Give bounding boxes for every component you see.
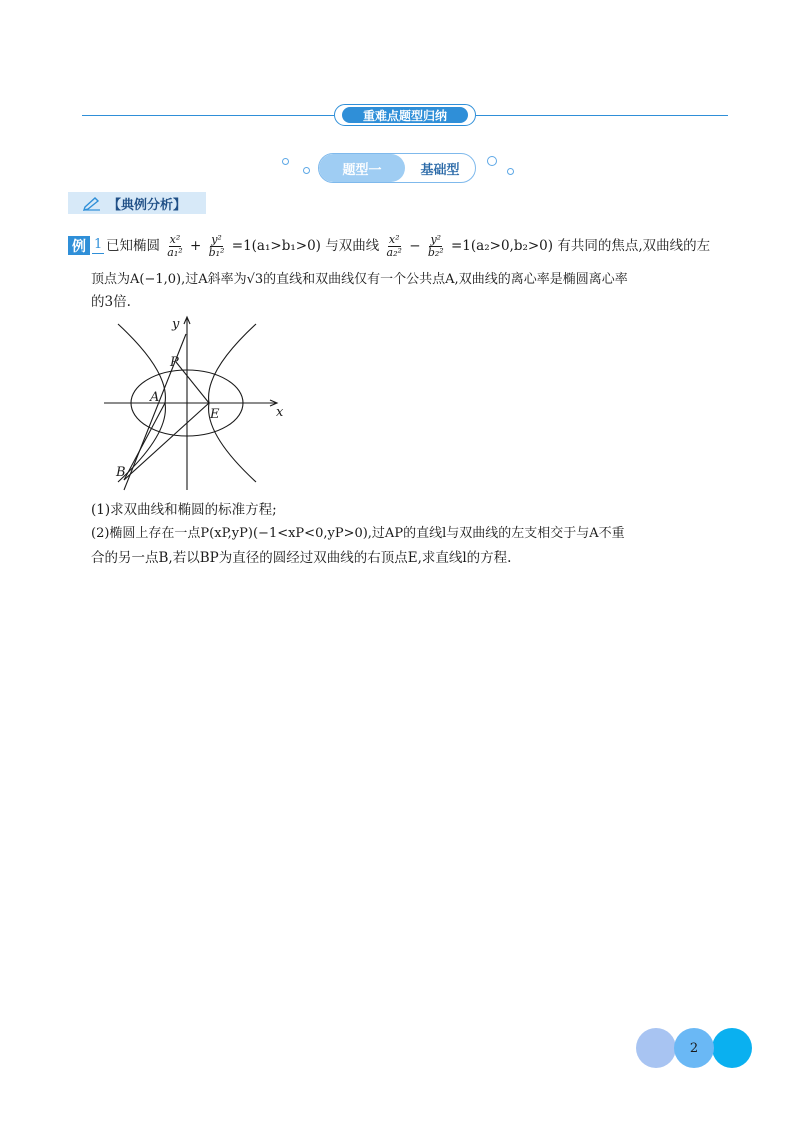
label-B: B [116, 465, 126, 480]
analysis-text: 【典例分析】 [108, 197, 187, 213]
ellipse-condition: =1(a₁>b₁>0) [231, 238, 321, 254]
fraction-4: $\frac{\text{y²}}{\text{b₂²}}$ [427, 233, 444, 259]
question-2-line-1: (2)椭圆上存在一点P(xP,yP)(−1<xP<0,yP>0),过AP的直线l与双曲线的左支相交于与A不重 [91, 526, 625, 541]
header-line-right [476, 115, 728, 116]
label-x: x [276, 405, 284, 420]
problem-line-2: 顶点为A(−1,0),过A斜率为√3的直线和双曲线仅有一个公共点A,双曲线的离心率是椭圆离心率 [91, 272, 628, 287]
example-badge: 例 [68, 236, 90, 255]
section-title-box [334, 104, 476, 126]
header-line-left [82, 115, 334, 116]
problem-text-1c: 有共同的焦点,双曲线的左 [557, 238, 711, 254]
decor-dot-2 [303, 167, 310, 174]
fraction-3: $\frac{\text{x²}}{\text{a₂²}}$ [386, 233, 402, 259]
decor-dot-1 [282, 158, 289, 165]
page-circle-left [636, 1028, 676, 1068]
question-1: (1)求双曲线和椭圆的标准方程; [91, 502, 277, 518]
label-y: y [172, 317, 180, 332]
plus-sign: + [189, 238, 202, 254]
hyperbola-condition: =1(a₂>0,b₂>0) [451, 238, 554, 254]
decor-dot-3 [487, 156, 497, 166]
page-circle-right [712, 1028, 752, 1068]
line-BE [124, 403, 209, 480]
line-BA [124, 403, 165, 480]
type-pill [318, 153, 476, 183]
decor-dot-4 [507, 168, 514, 175]
analysis-label [68, 192, 206, 214]
label-P: P [170, 355, 179, 370]
section-title: 重难点题型归纳 [342, 107, 468, 123]
page-number-circle [674, 1028, 714, 1068]
fraction-2: $\frac{\text{y²}}{\text{b₁²}}$ [208, 233, 225, 259]
fraction-1: $\frac{\text{x²}}{\text{a₁²}}$ [167, 233, 183, 259]
conic-figure [96, 312, 296, 494]
label-A: A [150, 390, 160, 405]
minus-sign: − [409, 238, 421, 254]
line-PE [176, 362, 209, 403]
pencil-icon [82, 195, 102, 211]
example-number: 1 [94, 237, 103, 252]
problem-line-3: 的3倍. [91, 294, 131, 310]
problem-text-1b: 与双曲线 [325, 238, 380, 254]
question-2-line-2: 合的另一点B,若以BP为直径的圆经过双曲线的右顶点E,求直线l的方程. [91, 550, 512, 566]
problem-text-1a: 已知椭圆 [106, 238, 160, 254]
problem-line-1 [106, 232, 710, 260]
page-number: 2 [689, 1040, 699, 1056]
type-name: 基础型 [420, 162, 460, 178]
label-E: E [210, 407, 220, 422]
type-label: 题型一 [319, 154, 405, 182]
